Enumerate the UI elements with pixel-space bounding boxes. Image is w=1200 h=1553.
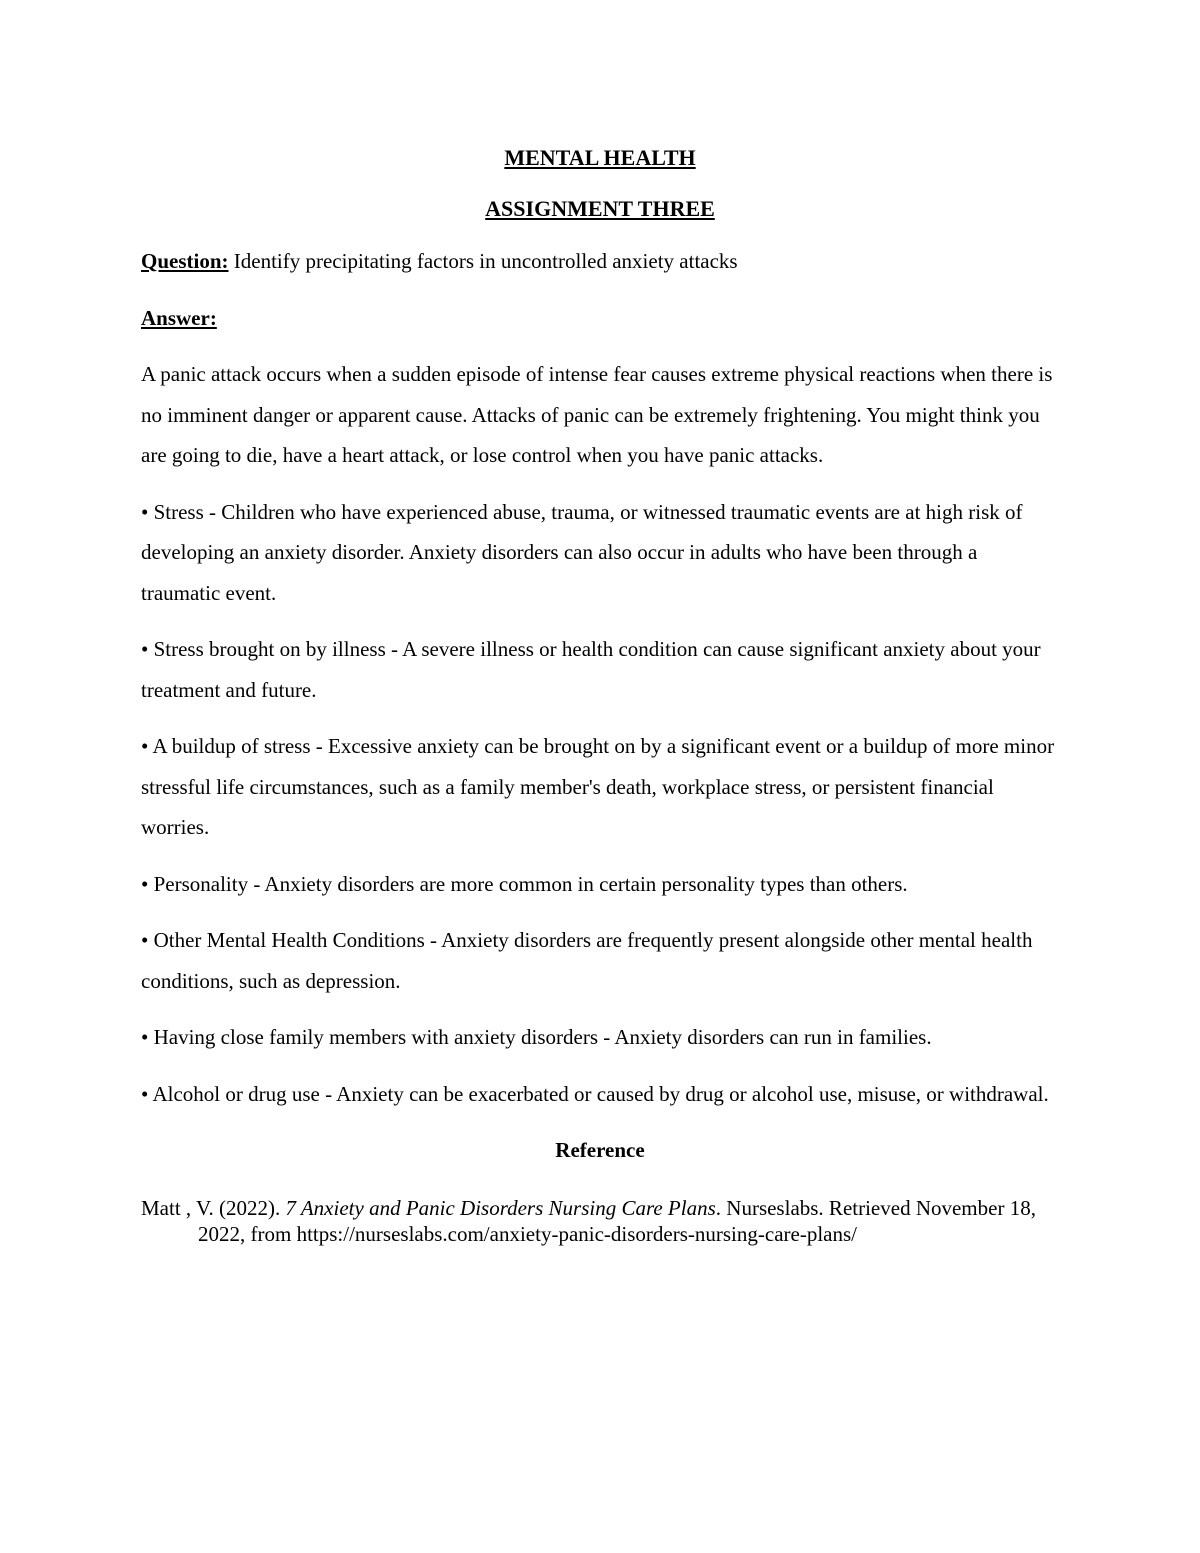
answer-label-line — [141, 298, 1059, 339]
bullet-item-alcohol-drug: • Alcohol or drug use - Anxiety can be exacerbated or caused by drug or alcohol use, misuse, or withdrawal. — [141, 1081, 1049, 1106]
question-label: Question: — [141, 249, 229, 273]
bullet-item-illness: • Stress brought on by illness - A severe illness or health condition can cause significant anxiety about your treatment and future. — [141, 637, 1041, 702]
document-title: MENTAL HEALTH — [504, 145, 696, 170]
bullet-item-personality: • Personality - Anxiety disorders are more common in certain personality types than others. — [141, 871, 908, 896]
reference-entry — [141, 1195, 1059, 1247]
answer-label: Answer: — [141, 305, 217, 330]
document-body — [141, 138, 1059, 1247]
document-subtitle: ASSIGNMENT THREE — [485, 195, 715, 221]
bullet-item-family: • Having close family members with anxiety disorders - Anxiety disorders can run in families. — [141, 1025, 932, 1049]
intro-paragraph: A panic attack occurs when a sudden episode of intense fear causes extreme physical reactions when there is no imminent danger or apparent cause. Attacks of panic can be extremely frightening. You might think you are going to die, have a heart attack, or lose control when you have panic attacks. — [141, 362, 1053, 467]
bullet-item-other-conditions: • Other Mental Health Conditions - Anxiety disorders are frequently present alongside other mental health conditions, such as depression. — [141, 928, 1033, 993]
reference-heading: Reference — [555, 1138, 645, 1162]
bullet-item-buildup: • A buildup of stress - Excessive anxiety can be brought on by a significant event or a buildup of more minor stressful life circumstances, such as a family member's death, workplace stress, or persistent financial worries. — [141, 734, 1055, 839]
reference-source: . Nurseslabs. Retrieved November 18, 2022, from https://nurseslabs.com/anxiety-panic-disorders-nursing-care-plans/ — [198, 1195, 1036, 1246]
question-line — [141, 241, 1059, 282]
reference-author-year: Matt , V. (2022). — [141, 1195, 286, 1220]
bullet-item-stress: • Stress - Children who have experienced abuse, trauma, or witnessed traumatic events are at high risk of developing an anxiety disorder. Anxiety disorders can also occur in adults who have been through a traumatic event. — [141, 499, 1023, 605]
question-text: Identify precipitating factors in uncontrolled anxiety attacks — [228, 249, 738, 273]
reference-work-title: 7 Anxiety and Panic Disorders Nursing Care Plans — [285, 1195, 716, 1220]
